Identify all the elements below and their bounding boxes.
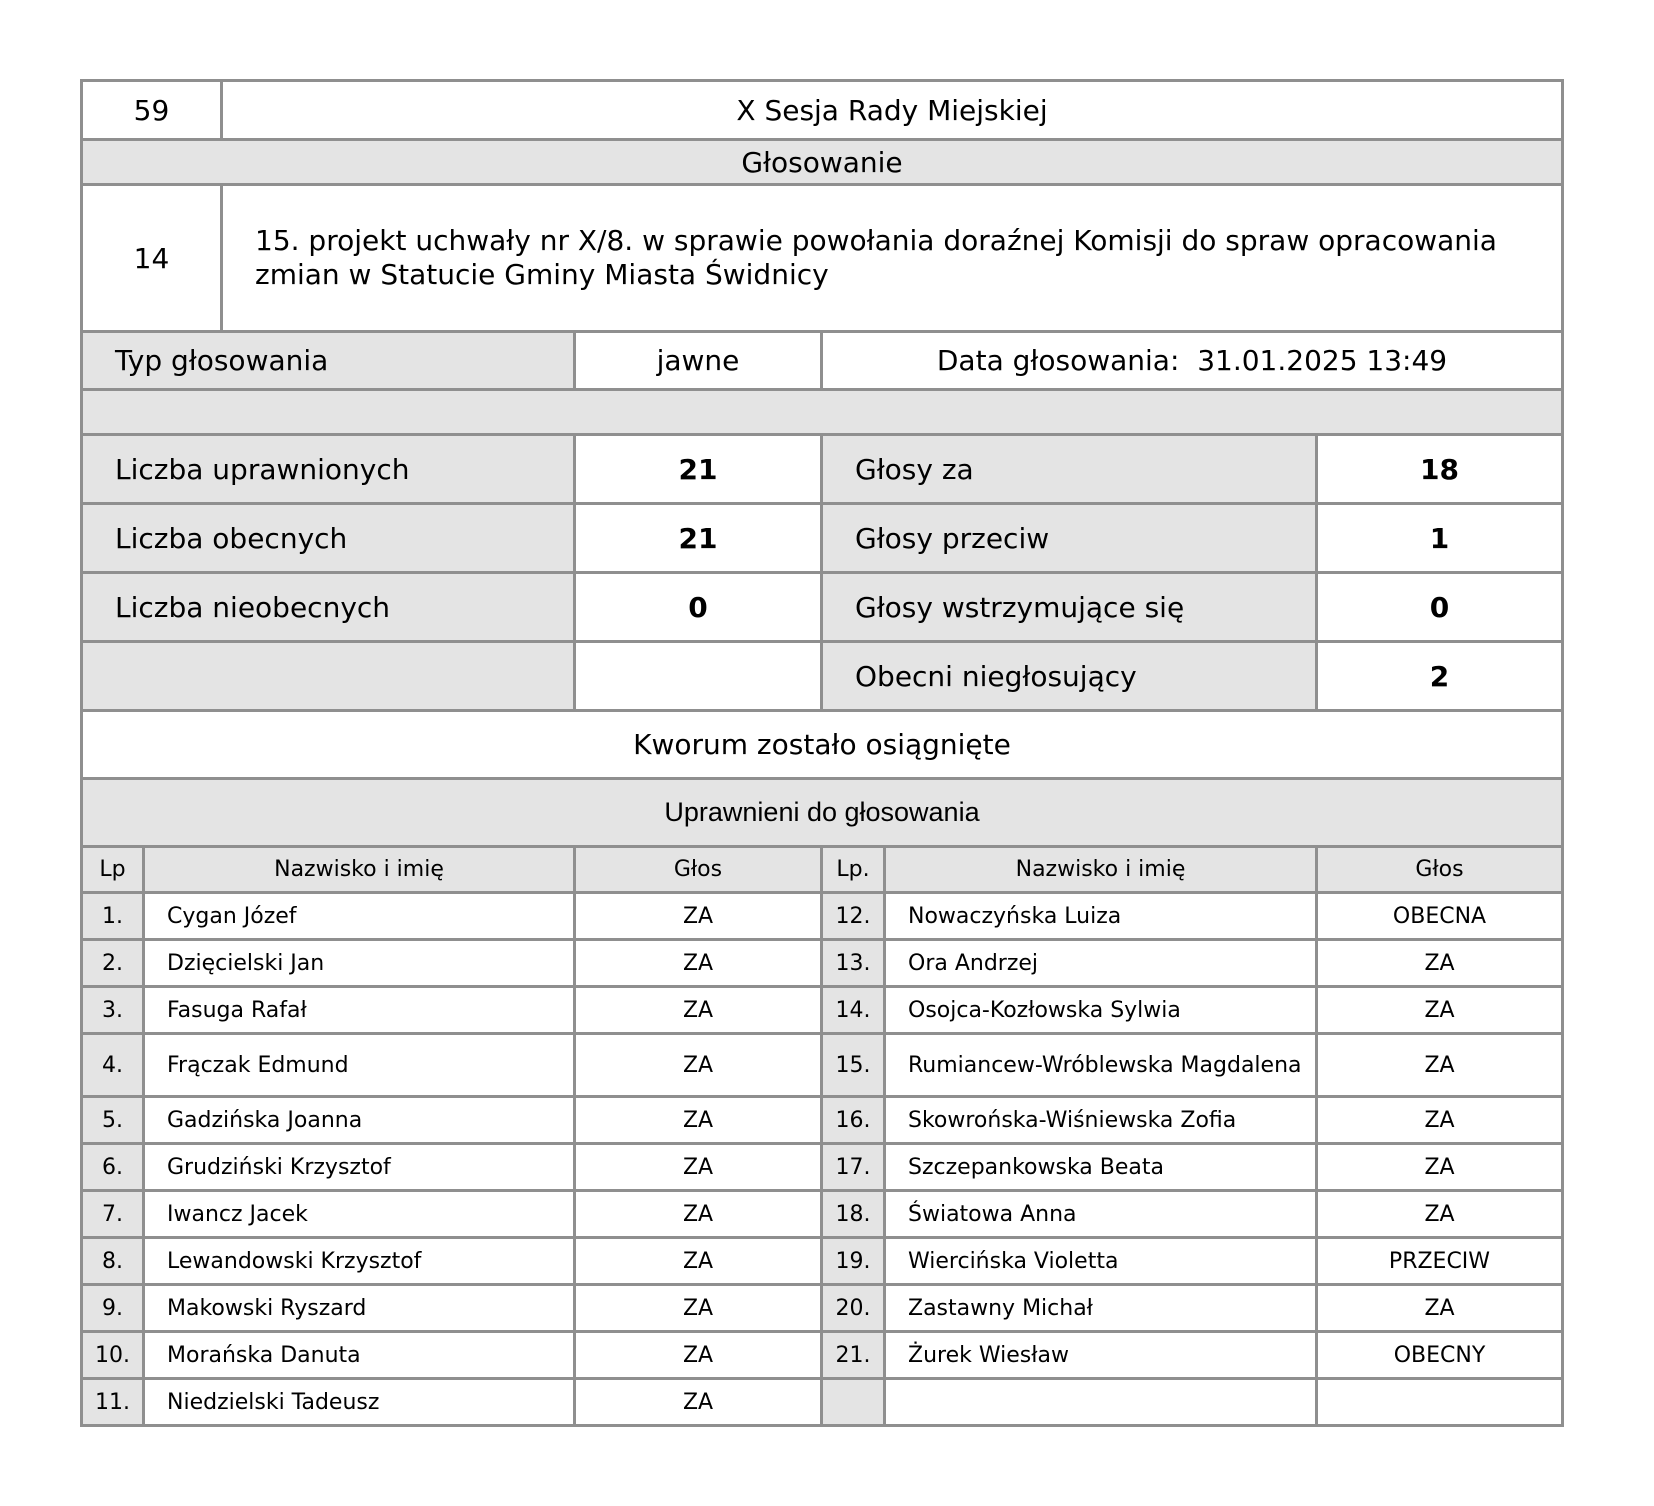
voter-name: Szczepankowska Beata (885, 1144, 1317, 1191)
entitled-value: 21 (575, 435, 822, 504)
voter-name: Światowa Anna (885, 1191, 1317, 1238)
against-value: 1 (1317, 504, 1563, 573)
col-vote-left: Głos (575, 847, 822, 893)
col-name-left: Nazwisko i imię (144, 847, 575, 893)
voter-lp: 13. (822, 940, 885, 987)
voter-lp: 7. (82, 1191, 144, 1238)
voter-lp: 12. (822, 893, 885, 940)
present-not-voting-label: Obecni niegłosujący (822, 642, 1317, 711)
voter-name: Morańska Danuta (144, 1332, 575, 1379)
voter-lp: 4. (82, 1034, 144, 1097)
voter-name: Grudziński Krzysztof (144, 1144, 575, 1191)
voter-vote: ZA (575, 1034, 822, 1097)
voter-lp: 9. (82, 1285, 144, 1332)
voter-vote: ZA (575, 1379, 822, 1426)
absent-label: Liczba nieobecnych (82, 573, 575, 642)
voter-name: Osojca-Kozłowska Sylwia (885, 987, 1317, 1034)
voter-name: Rumiancew-Wróblewska Magdalena (885, 1034, 1317, 1097)
present-label: Liczba obecnych (82, 504, 575, 573)
col-name-right: Nazwisko i imię (885, 847, 1317, 893)
voter-name: Iwancz Jacek (144, 1191, 575, 1238)
voter-name: Fasuga Rafał (144, 987, 575, 1034)
voter-lp: 3. (82, 987, 144, 1034)
voter-vote: ZA (575, 1191, 822, 1238)
table-row (82, 1034, 1563, 1097)
col-lp-left: Lp (82, 847, 144, 893)
voter-lp: 16. (822, 1097, 885, 1144)
session-header (80, 79, 1564, 141)
quorum-text: Kworum zostało osiągnięte (82, 711, 1563, 779)
voter-lp: 17. (822, 1144, 885, 1191)
voter-lp: 21. (822, 1332, 885, 1379)
session-title: X Sesja Rady Miejskiej (222, 81, 1563, 140)
empty-cell (82, 642, 575, 711)
voter-lp: 14. (822, 987, 885, 1034)
item-text: 15. projekt uchwały nr X/8. w sprawie powołania doraźnej Komisji do spraw opracowania zmian w Statucie Gminy Miasta Świdnicy (222, 185, 1563, 332)
col-vote-right: Głos (1317, 847, 1563, 893)
session-number: 59 (82, 81, 222, 140)
voter-vote: ZA (1317, 1097, 1563, 1144)
for-label: Głosy za (822, 435, 1317, 504)
voter-vote: ZA (575, 1332, 822, 1379)
empty-cell (575, 642, 822, 711)
voter-vote: ZA (575, 940, 822, 987)
for-value: 18 (1317, 435, 1563, 504)
voter-vote: ZA (1317, 940, 1563, 987)
voter-lp (822, 1379, 885, 1426)
table-row (82, 1144, 1563, 1191)
table-row (82, 940, 1563, 987)
voter-name: Skowrońska-Wiśniewska Zofia (885, 1097, 1317, 1144)
voter-lp: 20. (822, 1285, 885, 1332)
voter-table (80, 845, 1564, 1427)
vote-type-label: Typ głosowania (82, 332, 575, 390)
voter-vote: ZA (1317, 987, 1563, 1034)
voter-vote (1317, 1379, 1563, 1426)
table-row (82, 893, 1563, 940)
voter-name: Frączak Edmund (144, 1034, 575, 1097)
vote-type-value: jawne (575, 332, 822, 390)
abstain-value: 0 (1317, 573, 1563, 642)
voter-name: Zastawny Michał (885, 1285, 1317, 1332)
table-row (82, 987, 1563, 1034)
voter-vote: PRZECIW (1317, 1238, 1563, 1285)
voter-lp: 10. (82, 1332, 144, 1379)
voter-vote: ZA (1317, 1285, 1563, 1332)
entitled-heading: Uprawnieni do głosowania (82, 779, 1563, 847)
voter-name: Makowski Ryszard (144, 1285, 575, 1332)
vote-date-value: 31.01.2025 13:49 (1197, 344, 1448, 377)
voter-name: Ora Andrzej (885, 940, 1317, 987)
vote-info-row (80, 330, 1564, 391)
table-row (82, 1285, 1563, 1332)
voter-vote: ZA (575, 1097, 822, 1144)
voter-lp: 19. (822, 1238, 885, 1285)
voting-document (80, 79, 1564, 1427)
voter-vote: ZA (1317, 1144, 1563, 1191)
voter-name: Lewandowski Krzysztof (144, 1238, 575, 1285)
section-bar (80, 138, 1564, 186)
voter-name (885, 1379, 1317, 1426)
voter-name: Wiercińska Violetta (885, 1238, 1317, 1285)
present-not-voting-value: 2 (1317, 642, 1563, 711)
voter-lp: 2. (82, 940, 144, 987)
voter-name: Nowaczyńska Luiza (885, 893, 1317, 940)
col-lp-right: Lp. (822, 847, 885, 893)
present-value: 21 (575, 504, 822, 573)
voter-vote: ZA (1317, 1191, 1563, 1238)
voter-vote: ZA (575, 987, 822, 1034)
voter-name: Gadzińska Joanna (144, 1097, 575, 1144)
voter-vote: ZA (575, 1285, 822, 1332)
voter-name: Żurek Wiesław (885, 1332, 1317, 1379)
table-row (82, 1332, 1563, 1379)
against-label: Głosy przeciw (822, 504, 1317, 573)
agenda-item (80, 183, 1564, 333)
absent-value: 0 (575, 573, 822, 642)
vote-stats (80, 433, 1564, 712)
vote-date-label: Data głosowania: (936, 344, 1180, 377)
table-row (82, 1238, 1563, 1285)
voter-name: Niedzielski Tadeusz (144, 1379, 575, 1426)
table-row (82, 1097, 1563, 1144)
voter-vote: ZA (575, 1238, 822, 1285)
voter-table-header (82, 847, 1563, 893)
vote-date (822, 332, 1563, 390)
abstain-label: Głosy wstrzymujące się (822, 573, 1317, 642)
voter-vote: ZA (1317, 1034, 1563, 1097)
voter-lp: 6. (82, 1144, 144, 1191)
voter-vote: OBECNA (1317, 893, 1563, 940)
voter-name: Dzięcielski Jan (144, 940, 575, 987)
section-label: Głosowanie (82, 140, 1563, 185)
voter-lp: 8. (82, 1238, 144, 1285)
entitled-label: Liczba uprawnionych (82, 435, 575, 504)
item-number: 14 (82, 185, 222, 332)
voter-lp: 18. (822, 1191, 885, 1238)
table-row (82, 1379, 1563, 1426)
voter-vote: ZA (575, 893, 822, 940)
voter-lp: 11. (82, 1379, 144, 1426)
voter-lp: 1. (82, 893, 144, 940)
voter-vote: ZA (575, 1144, 822, 1191)
spacer-row (80, 388, 1564, 436)
quorum-row (80, 709, 1564, 780)
voter-lp: 15. (822, 1034, 885, 1097)
table-row (82, 1191, 1563, 1238)
entitled-heading-row (80, 777, 1564, 848)
voter-name: Cygan Józef (144, 893, 575, 940)
voter-vote: OBECNY (1317, 1332, 1563, 1379)
voter-lp: 5. (82, 1097, 144, 1144)
